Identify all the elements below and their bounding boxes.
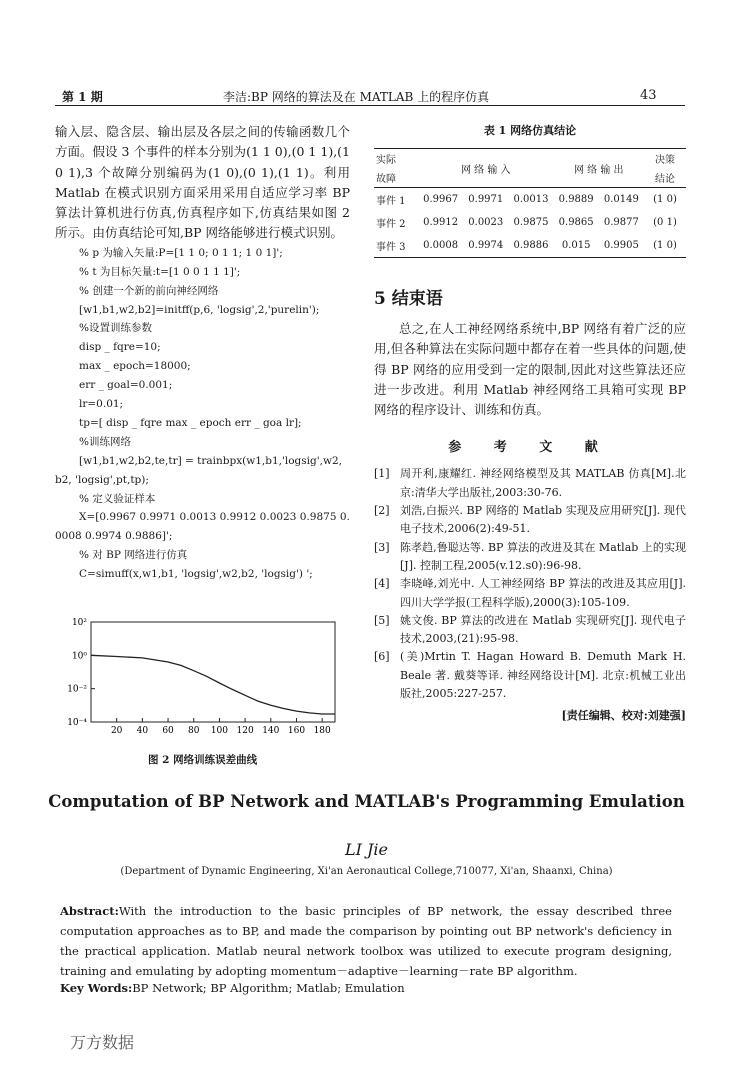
table-cell: (1 0) (644, 234, 686, 258)
english-abstract (60, 901, 672, 981)
x-tick-label: 60 (162, 726, 174, 736)
table-cell: 0.9875 (513, 217, 549, 228)
code-line: err _ goal=0.001; (79, 379, 173, 392)
y-tick-label: 10² (71, 618, 87, 628)
code-line: disp _ fqre=10; (79, 341, 161, 354)
reference-list (374, 465, 686, 703)
reference-item (374, 502, 686, 539)
x-tick-label: 40 (136, 726, 149, 736)
figure-caption: 图 2 网络训练误差曲线 (148, 754, 258, 766)
table-cell: 0.0013 (508, 188, 553, 212)
results-table (374, 148, 686, 258)
code-line: 0008 0.9974 0.9886]'; (55, 530, 173, 543)
y-tick-label: 10⁻⁴ (67, 718, 87, 728)
table-cell: 0.9877 (603, 217, 639, 228)
keywords-text: BP Network; BP Algorithm; Matlab; Emulation (132, 981, 405, 995)
abstract-label: Abstract: (60, 904, 119, 918)
reference-text: (美)Mrtin T. Hagan Howard B. Demuth Mark H. Beale 著. 戴葵等译. 神经网络设计[M]. 北京:机械工业出版社,2005:227-257. (400, 650, 686, 701)
reference-item (374, 648, 686, 703)
reference-number: [3] (374, 540, 390, 554)
table-cell: 0.9905 (599, 234, 644, 258)
table-row (374, 188, 686, 212)
table-cell: 0.9886 (508, 234, 553, 258)
code-line: %设置训练参数 (79, 322, 152, 335)
intro-paragraph: 输入层、隐含层、输出层及各层之间的传输函数几个方面。假设 3 个事件的样本分别为(1 1 0),(0 1 1),(1 0 1),3 个故障分别编码为(1 0),(0 1),(1 1)。利用 Matlab 在模式识别方面采用采用自适应学习率 BP 算法计算机进行仿真,仿真程序如下,仿真结果如图 2 所示。由仿真结论可知,BP 网络能够进行模式识别。 (55, 124, 350, 241)
reference-number: [2] (374, 504, 390, 518)
code-line: X=[0.9967 0.9971 0.0013 0.9912 0.0023 0.9875 0. (79, 511, 350, 524)
code-line: % p 为输入矢量:P=[1 1 0; 0 1 1; 1 0 1]'; (79, 246, 283, 259)
table-cell: 事件 3 (374, 234, 418, 258)
table-cell: 0.0149 (599, 188, 644, 212)
reference-number: [4] (374, 577, 390, 591)
header-text: 结论 (655, 174, 675, 185)
error-curve (91, 655, 335, 714)
x-tick-label: 80 (188, 726, 200, 736)
table-title: 表 1 网络仿真结论 (483, 124, 577, 137)
table-cell: (1 0) (644, 188, 686, 212)
code-line: b2, 'logsig',pt,tp); (55, 473, 149, 486)
code-line: max _ epoch=18000; (79, 360, 191, 373)
section-heading: 5 结束语 (374, 289, 443, 309)
abstract-text: With the introduction to the basic principles of BP network, the essay described three computation approaches as to BP, and made the comparison by pointing out BP network's deficiency in the practical application. Matlab neural network toolbox was utilized to execute program designing, training and emulating by adopting momentum－adaptive－learning－rate BP algorithm. (60, 904, 672, 978)
references-title: 参 考 文 献 (448, 440, 612, 456)
table-row (374, 234, 686, 258)
table-cell: 0.015 (554, 234, 599, 258)
reference-item (374, 539, 686, 576)
code-line: % 对 BP 网络进行仿真 (79, 549, 188, 562)
code-line: C=simuff(x,w1,b1, 'logsig',w2,b2, 'logsig') '; (79, 568, 313, 581)
table-header-output: 网 络 输 出 (554, 149, 644, 188)
reference-text: 李晓峰,刘光中. 人工神经网络 BP 算法的改进及其应用[J]. 四川大学学报(工程科学版),2000(3):105-109. (400, 577, 686, 609)
code-line: lr=0.01; (79, 398, 124, 411)
code-line: tp=[ disp _ fqre max _ epoch err _ goa lr]; (79, 416, 302, 429)
table-header-fault (374, 149, 418, 188)
running-title: 李洁:BP 网络的算法及在 MATLAB 上的程序仿真 (223, 90, 490, 104)
chart-axes (91, 622, 335, 722)
reference-text: 刘浩,白振兴. BP 网络的 Matlab 实现及应用研究[J]. 现代电子技术,2006(2):49-51. (400, 504, 686, 536)
table-cell: 0.9912 (423, 217, 459, 228)
table-cell: 事件 2 (376, 219, 406, 230)
table-row (374, 211, 686, 234)
code-line: % 定义验证样本 (79, 492, 156, 505)
conclusion-paragraph: 总之,在人工神经网络系统中,BP 网络有着广泛的应用,但各种算法在实际问题中都存在着一些具体的问题,使得 BP 网络的应用受到一定的限制,因此对这些算法还应进一步改进。利用 Matlab 神经网络工具箱可实现 BP 网络的程序设计、训练和仿真。 (374, 321, 686, 418)
code-line: [w1,b1,w2,b2,te,tr] = trainbpx(w1,b1,'logsig',w2, (79, 454, 342, 467)
reference-text: 姚文俊. BP 算法的改进在 Matlab 实现研究[J]. 现代电子技术,2003,(21):95-98. (400, 613, 686, 646)
english-keywords (60, 981, 672, 995)
code-line: [w1,b1,w2,b2]=initff(p,6, 'logsig',2,'purelin'); (79, 303, 320, 316)
table-cell: 0.9889 (554, 188, 599, 212)
code-line: %训练网络 (79, 435, 131, 448)
chart-x-ticks (91, 718, 331, 736)
english-author: LI Jie (344, 840, 389, 859)
reference-item (374, 575, 686, 612)
header-rule (55, 105, 685, 106)
code-line: % t 为目标矢量:t=[1 0 0 1 1 1]'; (79, 265, 241, 278)
header-text: 决策 (655, 155, 675, 166)
code-line: % 创建一个新的前向神经网络 (79, 284, 219, 297)
reference-item (374, 465, 686, 502)
header-text: 实际 (376, 155, 396, 166)
x-tick-label: 20 (110, 726, 123, 736)
reference-number: [6] (374, 650, 390, 664)
code-listing (55, 244, 350, 584)
table-cell: 事件 1 (374, 188, 418, 212)
table-cell: 0.0008 (418, 234, 463, 258)
table-cell: (0 1) (653, 217, 677, 228)
y-tick-label: 10⁰ (71, 651, 87, 662)
keywords-label: Key Words: (60, 981, 133, 995)
table-cell: 0.9974 (463, 234, 508, 258)
reference-number: [1] (374, 467, 390, 481)
table-header-input: 网 络 输 入 (418, 149, 554, 188)
plot-frame (91, 622, 335, 722)
reference-number: [5] (374, 613, 390, 627)
x-tick-label: 160 (287, 726, 306, 736)
training-error-chart (55, 612, 355, 742)
english-affiliation: (Department of Dynamic Engineering, Xi'an Aeronautical College,710077, Xi'an, Shaanxi, China) (120, 866, 613, 877)
x-tick-label: 100 (210, 726, 229, 736)
y-tick-label: 10⁻² (67, 684, 87, 695)
table-cell: 0.9967 (418, 188, 463, 212)
page-number: 43 (640, 88, 657, 103)
header-text: 故障 (376, 174, 396, 185)
x-tick-label: 140 (262, 726, 280, 736)
reference-text: 周开利,康耀红. 神经网络模型及其 MATLAB 仿真[M].北京:清华大学出版社,2003:30-76. (400, 467, 686, 499)
table-cell: 0.9971 (463, 188, 508, 212)
x-tick-label: 180 (313, 726, 331, 736)
reference-text: 陈孝趋,鲁聪达等. BP 算法的改进及其在 Matlab 上的实现[J]. 控制工程,2005(v.12.s0):96-98. (400, 540, 686, 572)
table-cell: 0.9865 (558, 217, 594, 228)
editor-note: [责任编辑、校对:刘建强] (561, 709, 686, 723)
issue-number: 第 1 期 (62, 90, 103, 104)
left-column (55, 122, 350, 584)
english-title: Computation of BP Network and MATLAB's Programming Emulation (48, 792, 685, 811)
watermark: 万方数据 (70, 1033, 135, 1052)
reference-item (374, 612, 686, 649)
table-header-decision (644, 149, 686, 188)
right-column (374, 122, 686, 723)
table-cell: 0.0023 (468, 217, 504, 228)
x-tick-label: 120 (236, 726, 254, 736)
